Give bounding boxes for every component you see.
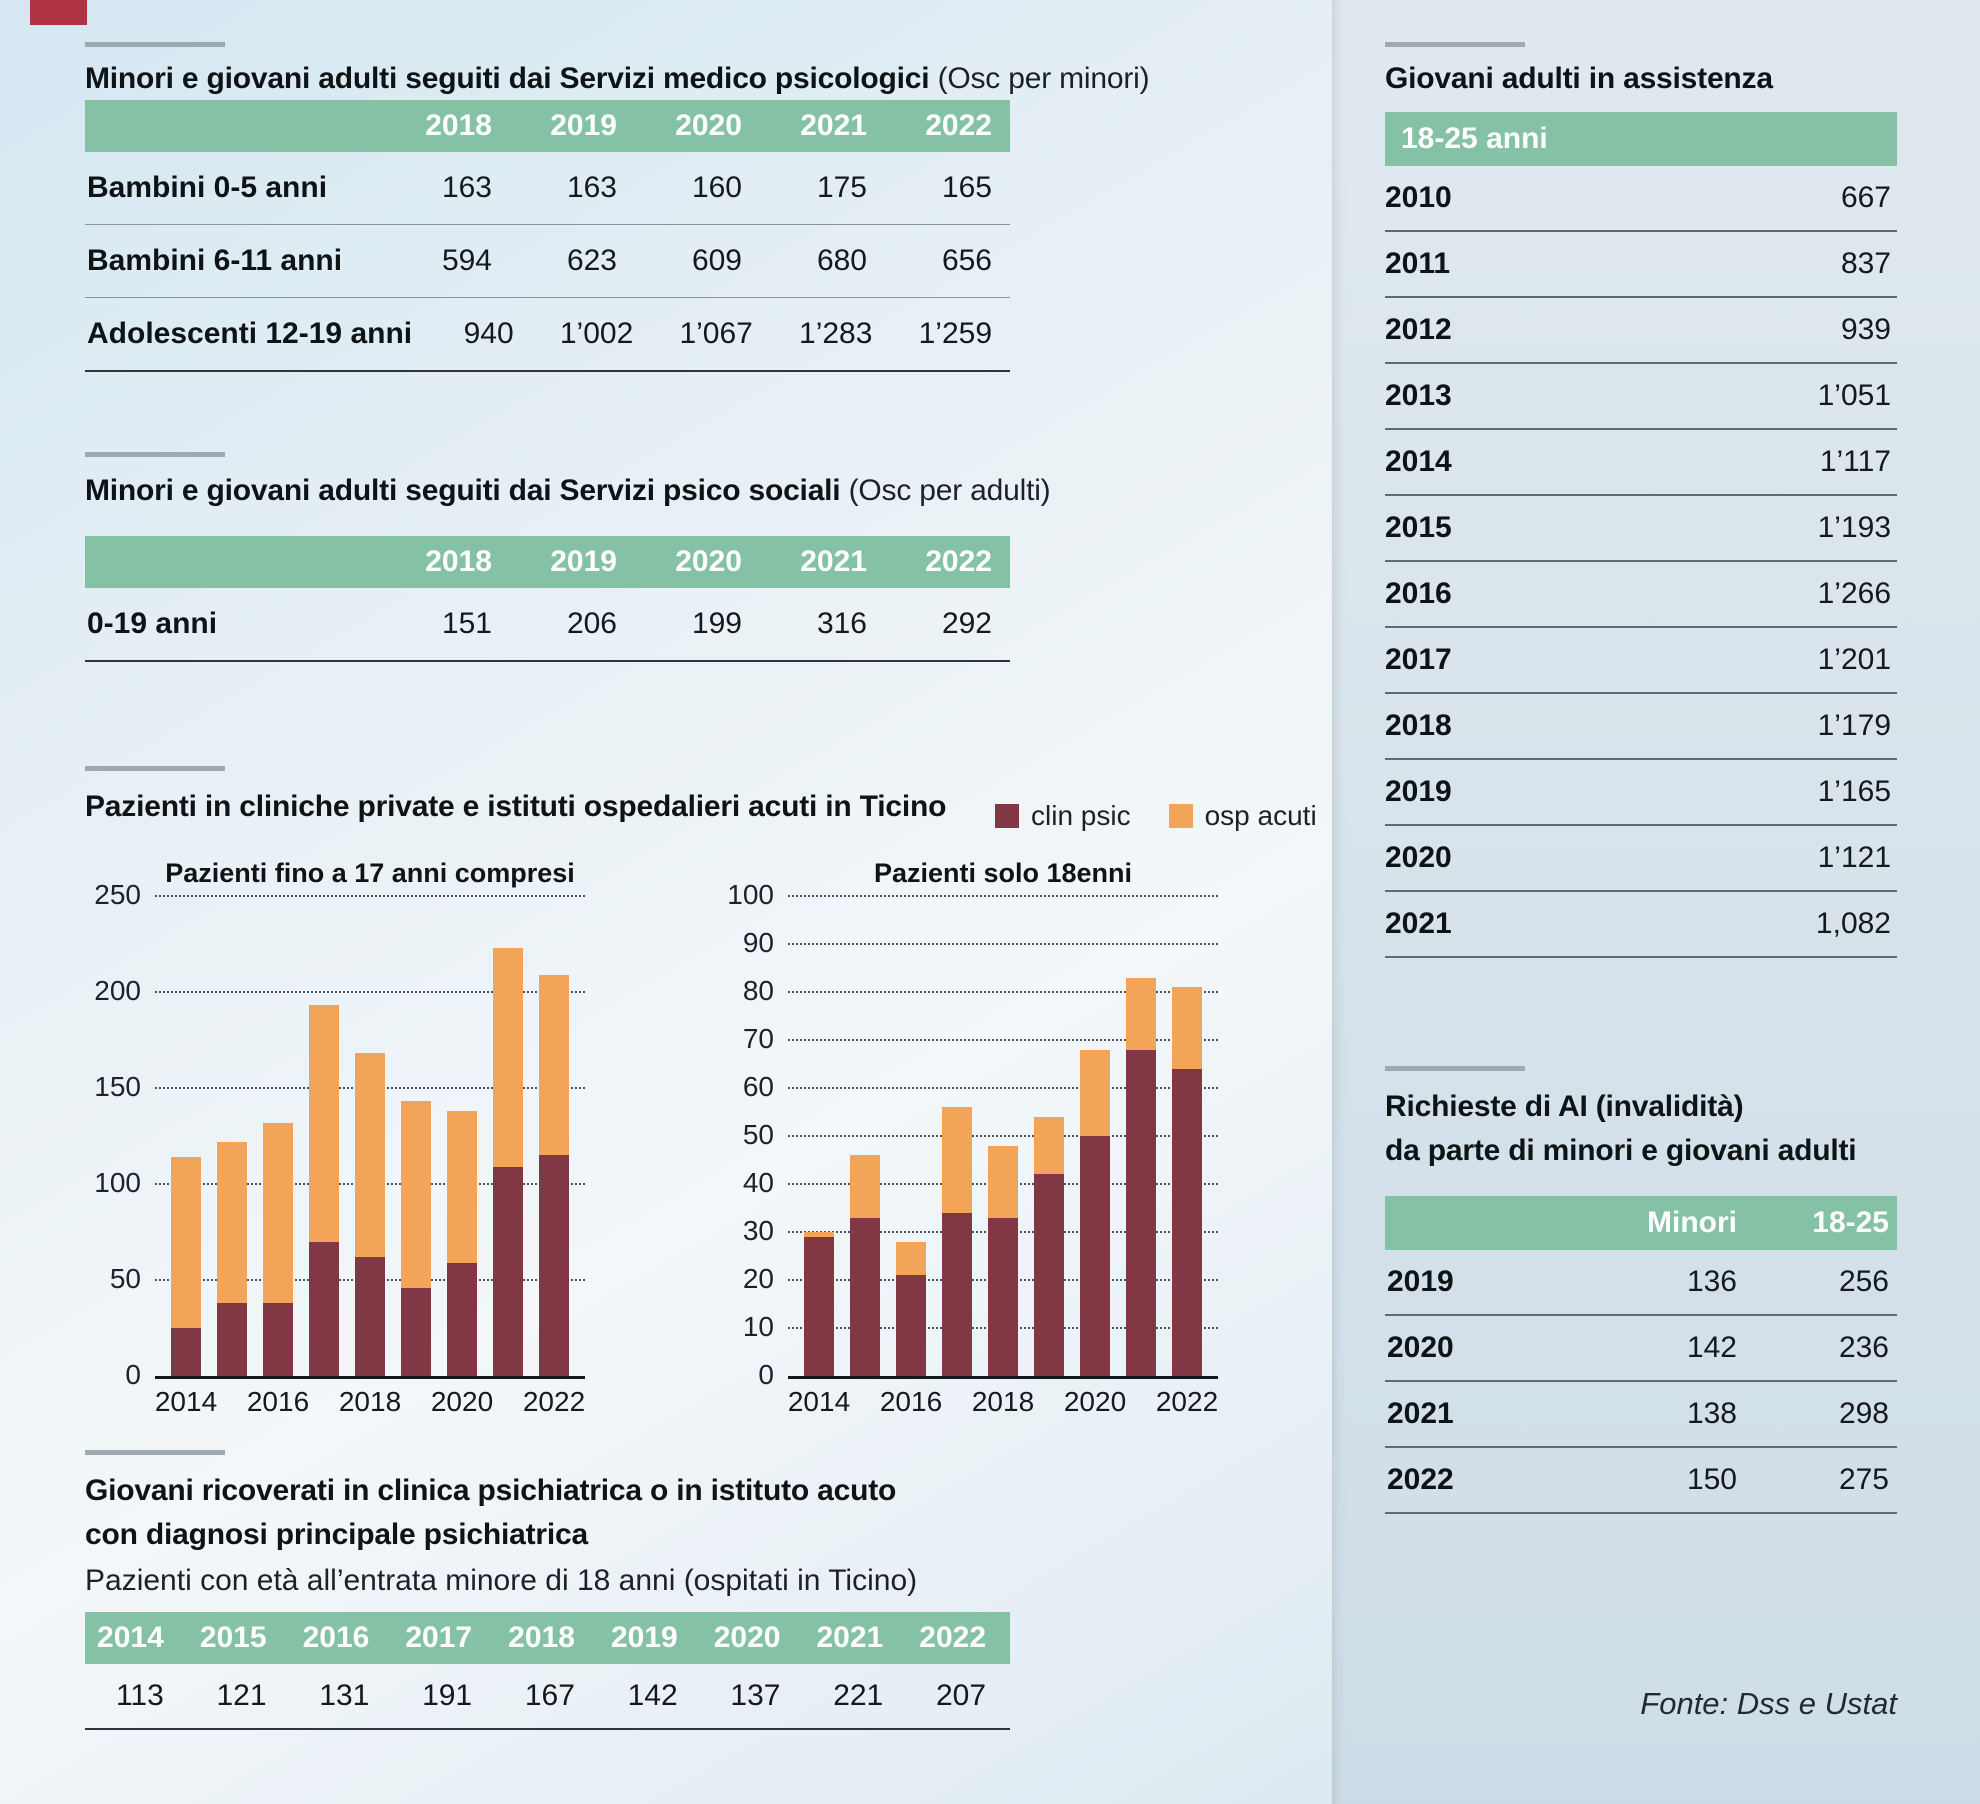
cell-value: 121 (216, 1679, 267, 1712)
clin-psic-segment (1172, 1069, 1202, 1376)
cell-value: 1’201 (1817, 643, 1891, 676)
table-row (85, 1664, 1010, 1730)
bar-2022 (539, 975, 569, 1376)
clin-psic-segment (263, 1303, 293, 1376)
x-axis-label: 2014 (154, 1386, 218, 1417)
cell-value: 1’259 (918, 317, 992, 350)
chart-plot-area (155, 896, 585, 1379)
table-row (1385, 430, 1897, 496)
osp-acuti-segment (539, 975, 569, 1155)
legend-label: clin psic (1031, 800, 1131, 831)
cell-value: 199 (691, 607, 742, 640)
x-slot (338, 1386, 402, 1422)
table-row (1385, 1316, 1897, 1382)
row-label: 2018 (1385, 709, 1452, 742)
bar-2014 (171, 1157, 201, 1376)
section-title-richieste-line2: da parte di minori e giovani adulti (1385, 1134, 1857, 1167)
cell-value: 151 (441, 607, 492, 640)
y-axis-label: 50 (109, 1263, 141, 1294)
x-axis-label: 2020 (1063, 1386, 1127, 1417)
x-axis-label: 2018 (971, 1386, 1035, 1417)
cell-value: 236 (1838, 1331, 1889, 1364)
row-label: 2015 (1385, 511, 1452, 544)
osp-acuti-segment (309, 1005, 339, 1241)
osp-acuti-segment (1080, 1050, 1110, 1136)
bar-2015 (217, 1142, 247, 1376)
table-header-row (85, 536, 1010, 588)
cell-value: 1’051 (1817, 379, 1891, 412)
chart-pazienti-fino-17 (85, 858, 585, 1436)
osp-acuti-segment (447, 1111, 477, 1263)
x-slot (154, 1386, 218, 1422)
bars-row (788, 896, 1218, 1376)
year-header-cell: 2017 (405, 1621, 473, 1654)
x-axis-label: 2018 (338, 1386, 402, 1417)
bar-2020 (447, 1111, 477, 1376)
row-label: 2010 (1385, 181, 1452, 214)
cell-value: 113 (115, 1679, 164, 1712)
brand-corner-mark (30, 0, 87, 25)
bar-2015 (850, 1155, 880, 1376)
clin-psic-segment (942, 1213, 972, 1376)
y-axis-label: 200 (94, 975, 141, 1006)
cell-value: 939 (1840, 313, 1891, 346)
section-title-medico-note: (Osc per minori) (937, 62, 1150, 95)
x-axis-labels (155, 1386, 585, 1422)
cell-value: 940 (463, 317, 514, 350)
row-label: 2014 (1385, 445, 1452, 478)
ricoverati-subtitle: Pazienti con età all’entrata minore di 18 anni (ospitati in Ticino) (85, 1564, 918, 1597)
year-header-cell: 2021 (800, 545, 867, 578)
bar-2018 (988, 1146, 1018, 1376)
cell-value: 138 (1686, 1397, 1737, 1430)
osp-acuti-segment (1126, 978, 1156, 1050)
section-title-ricoverati-line2 (85, 1518, 588, 1552)
table-row (85, 225, 1010, 298)
section-title-psico-bold: Minori e giovani adulti seguiti dai Servizi psico sociali (85, 474, 841, 507)
table-row (85, 588, 1010, 662)
x-slot (309, 1386, 339, 1422)
clin-psic-segment (988, 1218, 1018, 1376)
cell-value: 1’165 (1817, 775, 1891, 808)
chart-title: Pazienti fino a 17 anni compresi (165, 858, 575, 888)
year-header-cell: 2020 (713, 1621, 781, 1654)
table-richieste-ai (1385, 1196, 1897, 1514)
table-header-row (85, 100, 1010, 152)
section-title-ricoverati-line1 (85, 1474, 896, 1508)
cell-value: 163 (566, 171, 617, 204)
osp-acuti-segment (1034, 1117, 1064, 1175)
clin-psic-segment (309, 1242, 339, 1376)
y-axis-label: 250 (94, 879, 141, 910)
cell-value: 1’283 (799, 317, 873, 350)
cell-value: 837 (1840, 247, 1891, 280)
osp-acuti-segment (493, 948, 523, 1167)
table-row (1385, 166, 1897, 232)
x-slot (1063, 1386, 1127, 1422)
y-axis-label: 100 (94, 1167, 141, 1198)
osp-acuti-segment (217, 1142, 247, 1303)
osp-acuti-segment (171, 1157, 201, 1328)
year-header-cell: 2020 (675, 109, 742, 142)
osp-acuti-segment (942, 1107, 972, 1213)
clin-psic-segment (355, 1257, 385, 1376)
y-axis-label: 0 (125, 1359, 141, 1390)
row-label: 2020 (1387, 1331, 1454, 1364)
cell-value: 1’002 (559, 317, 634, 350)
cell-value: 609 (691, 244, 742, 277)
cell-value: 142 (627, 1679, 678, 1712)
year-header-cell: 2021 (816, 1621, 884, 1654)
cell-value: 1’117 (1819, 445, 1891, 478)
section-dash (85, 42, 225, 47)
year-header-cell: 2022 (925, 545, 992, 578)
cell-value: 292 (941, 607, 992, 640)
table-row (1385, 562, 1897, 628)
cell-value: 160 (691, 171, 742, 204)
bar-2020 (1080, 1050, 1110, 1376)
year-header-cell: 2019 (550, 545, 617, 578)
section-title-psico (85, 474, 1050, 508)
y-axis-label: 90 (742, 927, 774, 958)
year-header-cell: 2016 (302, 1621, 370, 1654)
table-row (1385, 298, 1897, 364)
row-label: 0-19 anni (87, 607, 218, 640)
row-label: 2019 (1387, 1265, 1454, 1298)
osp-acuti-segment (988, 1146, 1018, 1218)
x-slot (1126, 1386, 1156, 1422)
bar-2021 (1126, 978, 1156, 1376)
year-header-cell: 2019 (550, 109, 617, 142)
table-row (1385, 1382, 1897, 1448)
row-label: Bambini 6-11 anni (87, 244, 343, 277)
table-ricoverati (85, 1612, 1010, 1730)
cell-value: 1’266 (1817, 577, 1891, 610)
x-slot (522, 1386, 586, 1422)
year-header-cell: 2019 (610, 1621, 678, 1654)
table-row (1385, 826, 1897, 892)
cell-value: 667 (1840, 181, 1891, 214)
clin-psic-segment (493, 1167, 523, 1376)
cell-value: 256 (1838, 1265, 1889, 1298)
x-slot (401, 1386, 431, 1422)
section-title-cliniche (85, 790, 946, 824)
table-row (1385, 694, 1897, 760)
bar-2018 (355, 1053, 385, 1376)
year-header-cell: Minori (1647, 1206, 1737, 1239)
row-label: 2016 (1385, 577, 1452, 610)
cell-value: 137 (730, 1679, 781, 1712)
cell-value: 623 (566, 244, 617, 277)
bar-2019 (1034, 1117, 1064, 1376)
chart-plot-area (788, 896, 1218, 1379)
row-label: 2020 (1385, 841, 1452, 874)
cell-value: 150 (1686, 1463, 1737, 1496)
x-axis-label: 2022 (1155, 1386, 1219, 1417)
y-axis-label: 10 (742, 1311, 774, 1342)
clin-psic-segment (850, 1218, 880, 1376)
year-header-cell: 2018 (425, 545, 492, 578)
osp-acuti-segment (401, 1101, 431, 1287)
y-axis-label: 40 (742, 1167, 774, 1198)
bar-2017 (309, 1005, 339, 1376)
clin-psic-segment (804, 1237, 834, 1376)
cell-value: 298 (1838, 1397, 1889, 1430)
chart-pazienti-18enni (718, 858, 1218, 1436)
y-axis-label: 150 (94, 1071, 141, 1102)
row-label: 2012 (1385, 313, 1452, 346)
year-header-cell: 2014 (97, 1621, 164, 1654)
year-header-cell: 18-25 (1812, 1206, 1889, 1239)
table-row (85, 152, 1010, 225)
table-header-row: 18-25 anni (1385, 112, 1897, 166)
cell-value: 175 (816, 171, 867, 204)
cell-value: 1’121 (1817, 841, 1891, 874)
section-title-medico-bold: Minori e giovani adulti seguiti dai Servizi medico psicologici (85, 62, 930, 95)
cell-value: 1,082 (1815, 907, 1891, 940)
osp-acuti-segment (896, 1242, 926, 1276)
row-label: 2022 (1387, 1463, 1454, 1496)
ricoverati-title-line1: Giovani ricoverati in clinica psichiatrica o in istituto acuto (85, 1474, 897, 1507)
table-row (1385, 364, 1897, 430)
bar-2016 (896, 1242, 926, 1376)
year-header-cell: 2018 (508, 1621, 575, 1654)
y-axis-label: 50 (742, 1119, 774, 1150)
section-dash (1385, 1066, 1525, 1071)
x-slot (493, 1386, 523, 1422)
year-header-cell: 2021 (800, 109, 867, 142)
clin-psic-segment (217, 1303, 247, 1376)
x-axis-labels (788, 1386, 1218, 1422)
x-slot (217, 1386, 247, 1422)
source-note: Fonte: Dss e Ustat (1640, 1686, 1897, 1721)
cell-value: 206 (566, 607, 617, 640)
bar-2021 (493, 948, 523, 1376)
x-axis-label: 2020 (430, 1386, 494, 1417)
clin-psic-segment (401, 1288, 431, 1376)
x-slot (971, 1386, 1035, 1422)
y-axis-label: 30 (742, 1215, 774, 1246)
x-axis-label: 2022 (522, 1386, 586, 1417)
x-slot (942, 1386, 972, 1422)
x-slot (787, 1386, 851, 1422)
legend-label: osp acuti (1204, 800, 1317, 831)
row-label: 2017 (1385, 643, 1452, 676)
cell-value: 207 (935, 1679, 987, 1712)
table-row (85, 298, 1010, 372)
clin-psic-segment (1126, 1050, 1156, 1376)
year-header-cell: 2015 (199, 1621, 267, 1654)
cell-value: 594 (441, 244, 492, 277)
cell-value: 680 (816, 244, 867, 277)
ricoverati-title-line2: con diagnosi principale psichiatrica (85, 1518, 588, 1551)
cell-value: 1’179 (1817, 709, 1891, 742)
osp-acuti-segment (850, 1155, 880, 1217)
section-dash (85, 1450, 225, 1455)
cell-value: 142 (1686, 1331, 1737, 1364)
cell-value: 131 (319, 1679, 370, 1712)
cell-value: 167 (524, 1679, 575, 1712)
x-axis-label: 2014 (787, 1386, 851, 1417)
clin-psic-segment (447, 1263, 477, 1376)
section-title-psico-note: (Osc per adulti) (848, 474, 1051, 507)
legend-item (995, 800, 1131, 832)
row-label: Adolescenti 12-19 anni (87, 317, 413, 350)
section-title-cliniche-bold: Pazienti in cliniche private e istituti ospedalieri acuti in Ticino (85, 790, 947, 823)
table-header-row (1385, 1196, 1897, 1250)
cell-value: 1’067 (679, 317, 753, 350)
osp-acuti-segment (1172, 987, 1202, 1069)
y-axis-label: 0 (758, 1359, 774, 1390)
row-label: 2021 (1387, 1397, 1454, 1430)
chart-legend (995, 800, 1317, 832)
table-row (1385, 496, 1897, 562)
table-row (1385, 1250, 1897, 1316)
legend-swatch-osp-acuti (1169, 804, 1193, 828)
clin-psic-segment (539, 1155, 569, 1376)
legend-item (1169, 800, 1317, 832)
chart-title: Pazienti solo 18enni (873, 858, 1133, 888)
y-axis-label: 80 (742, 975, 774, 1006)
bar-2016 (263, 1123, 293, 1376)
cell-value: 316 (816, 607, 867, 640)
bars-row (155, 896, 585, 1376)
year-header-cell: 2022 (919, 1621, 987, 1654)
section-title-assistenza: Giovani adulti in assistenza (1385, 62, 1773, 95)
cell-value: 221 (833, 1679, 884, 1712)
clin-psic-segment (1034, 1174, 1064, 1376)
bar-2014 (804, 1232, 834, 1376)
x-axis-label: 2016 (246, 1386, 310, 1417)
x-slot (850, 1386, 880, 1422)
cell-value: 165 (941, 171, 992, 204)
osp-acuti-segment (355, 1053, 385, 1257)
table-row (1385, 232, 1897, 298)
section-dash (85, 452, 225, 457)
row-label: 2013 (1385, 379, 1452, 412)
y-axis-label: 20 (742, 1263, 774, 1294)
section-title-medico (85, 62, 1149, 96)
cell-value: 191 (422, 1679, 473, 1712)
section-dash (1385, 42, 1525, 47)
clin-psic-segment (896, 1275, 926, 1376)
x-slot (246, 1386, 310, 1422)
table-servizi-psico-sociali (85, 536, 1010, 662)
table-header-row (85, 1612, 1010, 1664)
x-slot (879, 1386, 943, 1422)
table-row (1385, 1448, 1897, 1514)
cell-value: 136 (1686, 1265, 1737, 1298)
x-slot (1155, 1386, 1219, 1422)
cell-value: 656 (941, 244, 992, 277)
year-header-cell: 2022 (925, 109, 992, 142)
x-axis-label: 2016 (879, 1386, 943, 1417)
table-giovani-adulti-assistenza (1385, 112, 1897, 958)
table-row (1385, 892, 1897, 958)
legend-swatch-clin-psic (995, 804, 1019, 828)
clin-psic-segment (1080, 1136, 1110, 1376)
section-title-richieste-line1: Richieste di AI (invalidità) (1385, 1090, 1744, 1123)
bar-2022 (1172, 987, 1202, 1376)
x-slot (1034, 1386, 1064, 1422)
year-header-cell: 2018 (425, 109, 492, 142)
row-label: Bambini 0-5 anni (87, 171, 328, 204)
right-panel (1332, 0, 1980, 1804)
cell-value: 275 (1838, 1463, 1889, 1496)
row-label: 2019 (1385, 775, 1452, 808)
table-row (1385, 628, 1897, 694)
y-axis-label: 70 (742, 1023, 774, 1054)
table-servizi-medico-psicologici (85, 100, 1010, 372)
cell-value: 1’193 (1817, 511, 1891, 544)
row-label: 2021 (1385, 907, 1452, 940)
bar-2017 (942, 1107, 972, 1376)
row-label: 2011 (1385, 247, 1451, 280)
section-dash (85, 766, 225, 771)
bar-2019 (401, 1101, 431, 1376)
clin-psic-segment (171, 1328, 201, 1376)
y-axis-label: 60 (742, 1071, 774, 1102)
year-header-cell: 2020 (675, 545, 742, 578)
osp-acuti-segment (263, 1123, 293, 1303)
table-row (1385, 760, 1897, 826)
y-axis-label: 100 (727, 879, 774, 910)
cell-value: 163 (441, 171, 492, 204)
x-slot (430, 1386, 494, 1422)
